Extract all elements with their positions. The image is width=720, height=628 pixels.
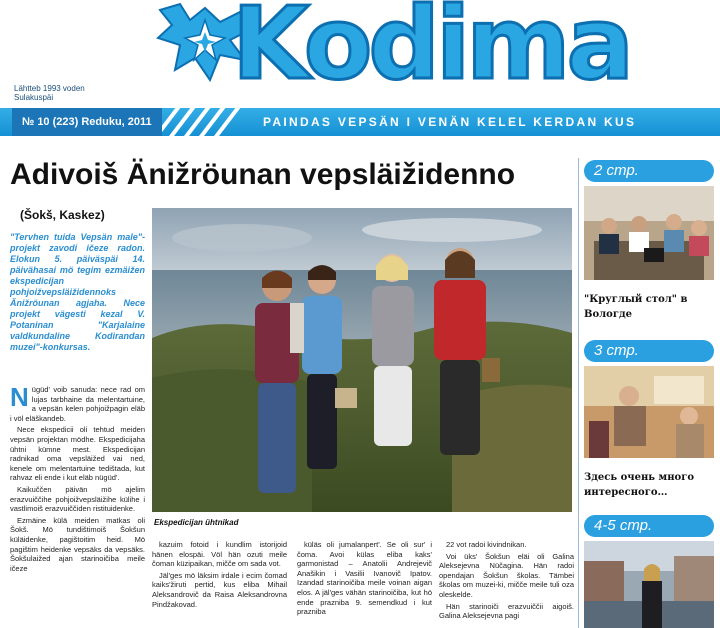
paragraph: Ezmäine külä meiden matkas oli Šokš. Mö tundištimoiš Šokšun küläidenke, pagištoitim heid. Mö pagištim heidenke vepsäks da vepsäks. Šokšulaižed ajan starinoičiba meile ičeze bbox=[10, 515, 145, 573]
paragraph: Jäl'ges mö läksim irdale i ecim čomad kaiks'žiruti pertid, kus eliba Mihail Aleksandrovič da Raisa Aleksandrovna Pindžakovad. bbox=[152, 570, 287, 609]
sidebar-tab-page-2[interactable]: 2 стр. bbox=[584, 160, 714, 182]
article-lead: "Tervhen tuida Vepsän male"-projekt zavodi ičeze radon. Elokun 5. päiväspäi 14. päivähasai mö tegim ezmäižen ekspedicijan pohjoižvepsläižidennoks Änižröunan agjaha. Nece projekt vägesti kezal V. Potaninan "Karjalaine valdkundaline Kodirandan muzei"-konkursas. bbox=[10, 232, 145, 352]
established-note bbox=[14, 84, 134, 102]
sidebar-divider bbox=[578, 158, 579, 628]
paragraph: Nece ekspedicii oli tehtud meiden vepsän projektan mödhe. Ekspedicijaha ühtni kümne mest. Ekspedicijan radnikad oma vepsläižed vai ned, kenele om melentartuine tedištada, kut rahvaz eli ende i kut eläb nügüd'. bbox=[10, 425, 145, 483]
article-column-2 bbox=[152, 540, 287, 628]
paragraph: Kaikuččen päivän mö ajelim erazvuiččihe pohjoižvepsläižihe külihe i vastlimoiš erazvuiččiden ristituidenke. bbox=[10, 484, 145, 514]
paragraph: küläs oli jumalanpert'. Se oli sur' i čoma. Avoi külas eliba kaks' garmonistad – Anatolii Andrejevič Anašikin i Vasilii Ivanovič Ipatov. Izandad starinoičiba meile voinan aigan elos. A jäl'ges vähän starinoičiba, kut hö ende prazniba 9. semendkud i kut prazniba bbox=[297, 540, 432, 617]
sidebar-tab-page-3[interactable]: 3 стр. bbox=[584, 340, 714, 362]
established-line-2: Sulakuspäi bbox=[14, 93, 54, 102]
established-line-1: Lähtteb 1993 voden bbox=[14, 84, 85, 93]
article-column-4 bbox=[439, 540, 574, 628]
sidebar-caption-2[interactable]: Здесь очень много интересного… bbox=[584, 472, 695, 498]
masthead-stripes-ornament bbox=[150, 92, 260, 138]
article-column-1 bbox=[10, 385, 145, 628]
sidebar-photo-museum bbox=[584, 366, 714, 458]
article-byline: (Šokš, Kaskez) bbox=[20, 208, 105, 222]
paragraph: 22 vot radoi kivindnikan. bbox=[446, 540, 527, 549]
article-photo bbox=[152, 208, 572, 512]
masthead-slogan: PAINDAS VEPSÄN I VENÄN KELEL KERDAN KUS bbox=[263, 115, 637, 129]
sidebar-photo-round-table bbox=[584, 186, 714, 280]
masthead bbox=[0, 0, 720, 145]
issue-number: № 10 (223) Reduku, 2011 bbox=[12, 108, 162, 136]
paragraph: Voi üks' Šokšun eläi oli Galina Aleksejevna Nüčagina. Hän radoi opendajan Šokšun školas. Tämbei školas om muzei-ki, mičče meile tuli oza oleskelde. bbox=[439, 551, 574, 599]
article-column-3 bbox=[297, 540, 432, 628]
expedition-photo-illustration bbox=[152, 208, 572, 512]
paragraph: ügüd' voib sanuda: nece rad om lujas tarbhaine da melentartuine, a vepsän kelen pohjoižpagin eläb i völ eläškandeb. bbox=[10, 385, 145, 423]
drop-cap: N bbox=[10, 385, 29, 412]
paragraph: kazuim fotoid i kundlim istorijoid hänen elospäi. Völ hän ozuti meile čoman küzipaikan, mičče om sada vot. bbox=[152, 540, 287, 569]
masthead-title: Kodima bbox=[232, 0, 630, 102]
paragraph: Hän starinoiči erazvuiččii aigoiš. Galina Aleksejevna pagi bbox=[439, 601, 574, 621]
article-headline: Adivoiš Änižröunan vepsläižidenno bbox=[10, 158, 516, 191]
photo-caption: Ekspedicijan ühtnikad bbox=[154, 518, 239, 527]
sidebar-photo-city bbox=[584, 541, 714, 628]
sidebar-tab-page-4-5[interactable]: 4-5 стр. bbox=[584, 515, 714, 537]
sidebar-caption-1[interactable]: "Круглый стол" в Вологде bbox=[584, 294, 688, 320]
